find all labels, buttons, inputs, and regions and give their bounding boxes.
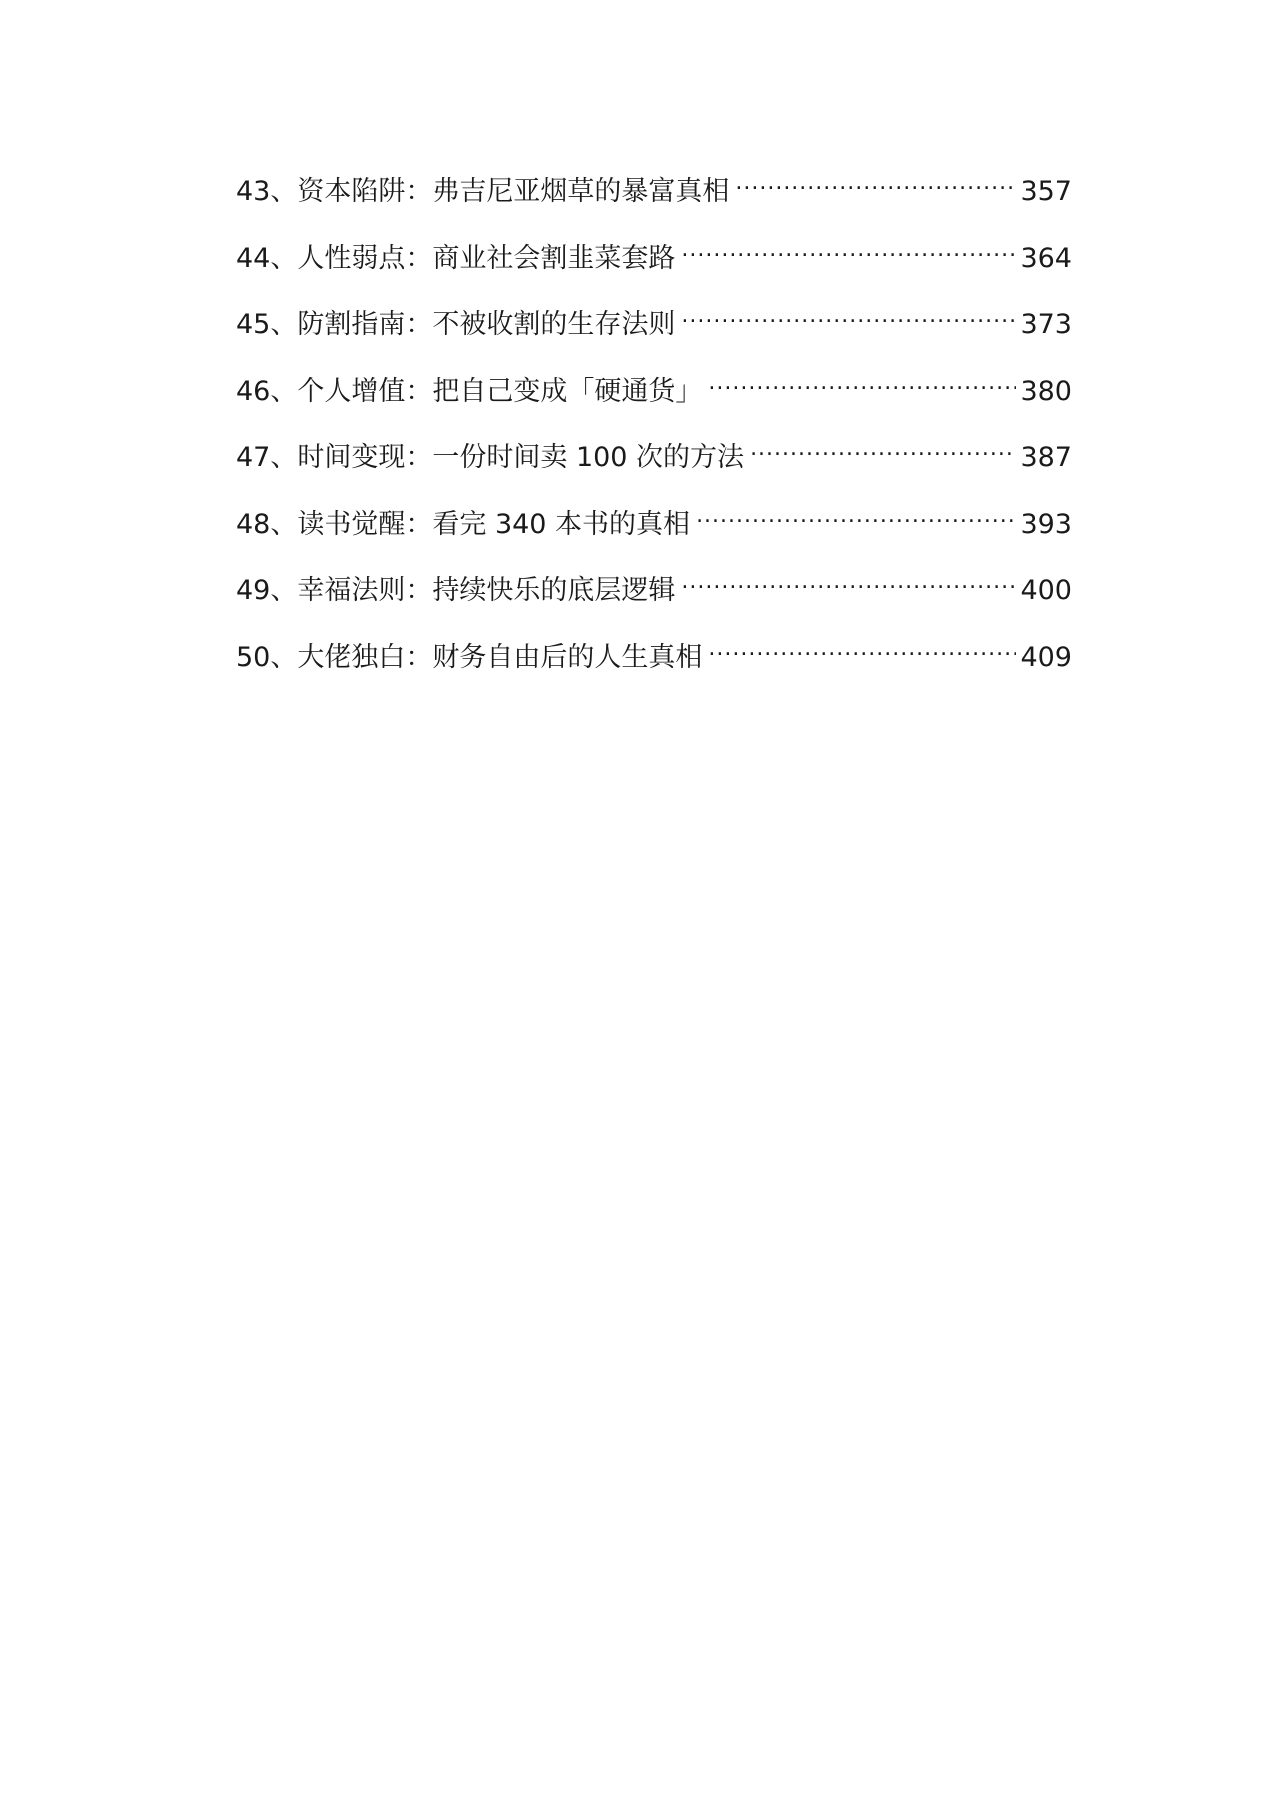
toc-entry-page: 373 [1020,309,1072,340]
toc-entry-separator: 、 [270,176,298,207]
table-of-contents [236,160,1072,692]
toc-entry-44[interactable] [236,227,1072,294]
toc-entry-separator: 、 [270,641,298,673]
toc-entry-title: 资本陷阱：弗吉尼亚烟草的暴富真相 [297,176,730,207]
toc-entry-page: 409 [1020,641,1072,673]
toc-entry-48[interactable] [236,493,1072,560]
toc-dot-leader [735,160,1016,200]
toc-entry-separator: 、 [270,575,298,606]
toc-entry-page: 380 [1020,375,1072,407]
toc-entry-number: 44 [236,242,271,274]
toc-entry-title: 大佬独白：财务自由后的人生真相 [297,641,703,673]
toc-entry-number: 48 [236,508,271,540]
toc-dot-leader [696,493,1016,533]
toc-entry-separator: 、 [270,242,298,274]
toc-dot-leader [708,626,1016,666]
toc-entry-49[interactable] [236,559,1072,626]
toc-dot-leader [681,559,1016,599]
toc-entry-title: 防割指南：不被收割的生存法则 [297,309,676,340]
toc-entry-45[interactable] [236,293,1072,360]
toc-entry-title: 读书觉醒：看完 340 本书的真相 [297,508,691,540]
toc-entry-page: 400 [1020,575,1072,606]
toc-entry-page: 393 [1020,508,1072,540]
toc-entry-number: 47 [236,442,271,473]
toc-dot-leader [681,293,1016,333]
toc-entry-separator: 、 [270,442,298,473]
toc-entry-title: 个人增值：把自己变成「硬通货」 [297,375,703,407]
toc-dot-leader [750,426,1016,466]
toc-entry-47[interactable] [236,426,1072,493]
toc-entry-separator: 、 [270,508,298,540]
toc-entry-50[interactable] [236,626,1072,693]
toc-entry-number: 49 [236,575,271,606]
toc-dot-leader [681,227,1016,267]
toc-entry-number: 46 [236,375,271,407]
toc-entry-page: 387 [1020,442,1072,473]
toc-entry-number: 50 [236,641,271,673]
toc-dot-leader [708,360,1016,400]
toc-entry-title: 幸福法则：持续快乐的底层逻辑 [297,575,676,606]
toc-entry-page: 364 [1020,242,1072,274]
toc-entry-46[interactable] [236,360,1072,427]
toc-entry-separator: 、 [270,375,298,407]
toc-entry-title: 时间变现：一份时间卖 100 次的方法 [297,442,745,473]
toc-entry-number: 45 [236,309,271,340]
toc-entry-page: 357 [1020,176,1072,207]
toc-entry-number: 43 [236,176,271,207]
toc-entry-43[interactable] [236,160,1072,227]
toc-entry-separator: 、 [270,309,298,340]
toc-entry-title: 人性弱点：商业社会割韭菜套路 [297,242,676,274]
